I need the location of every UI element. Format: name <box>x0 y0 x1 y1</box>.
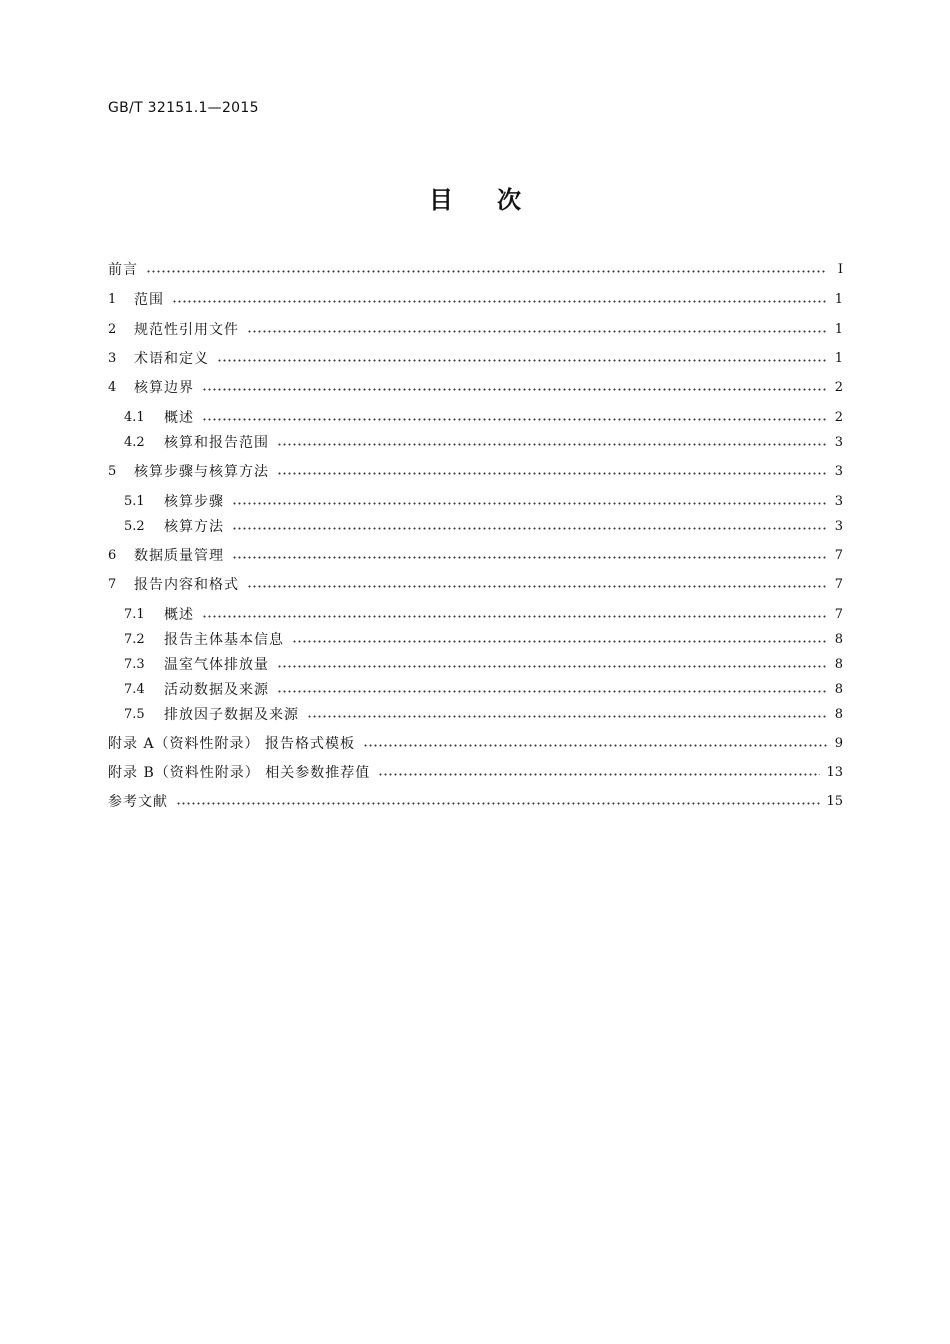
toc-entry-page: Ⅰ <box>837 262 843 277</box>
toc-entry-page: 8 <box>834 657 843 672</box>
toc-entry-label: 报告内容和格式 <box>134 577 239 593</box>
toc-entry[interactable] <box>108 378 843 398</box>
toc-title-char-1: 目 <box>429 186 453 214</box>
toc-entry-label: 报告主体基本信息 <box>164 632 284 648</box>
toc-leader-dots <box>232 527 827 530</box>
toc-entry[interactable] <box>108 546 843 566</box>
toc-entry-number: 7.3 <box>124 657 145 672</box>
toc-title-char-2: 次 <box>497 186 521 214</box>
toc-entry[interactable] <box>108 290 843 310</box>
toc-leader-dots <box>146 270 827 273</box>
toc-entry-label: 核算边界 <box>134 380 194 396</box>
toc-entry-number: 4 <box>108 380 117 395</box>
toc-leader-dots <box>247 330 827 333</box>
toc-leader-dots <box>232 502 827 505</box>
toc-entry[interactable] <box>108 792 843 812</box>
toc-leader-dots <box>202 615 827 618</box>
toc-entry-label: 附录 B（资料性附录） 相关参数推荐值 <box>108 765 371 781</box>
toc-entry-number: 5.2 <box>124 519 145 534</box>
toc-entry[interactable] <box>108 655 843 675</box>
toc-entry-page: 2 <box>834 410 843 425</box>
toc-leader-dots <box>202 418 827 421</box>
toc-entry-page: 3 <box>834 435 843 450</box>
toc-entry-number: 2 <box>108 322 117 337</box>
toc-entry-number: 7.1 <box>124 607 145 622</box>
toc-entry-label: 规范性引用文件 <box>134 322 239 338</box>
toc-entry[interactable] <box>108 260 843 280</box>
toc-entry[interactable] <box>108 408 843 428</box>
toc-entry-page: 3 <box>834 519 843 534</box>
toc-entry-page: 8 <box>834 632 843 647</box>
toc-entry-number: 1 <box>108 292 117 307</box>
toc-entry-page: 7 <box>834 607 843 622</box>
toc-entry-page: 7 <box>834 548 843 563</box>
toc-leader-dots <box>277 690 827 693</box>
toc-entry-page: 9 <box>834 736 843 751</box>
toc-entry-number: 4.1 <box>124 410 145 425</box>
toc-leader-dots <box>176 802 820 805</box>
toc-entry-label: 核算和报告范围 <box>164 435 269 451</box>
toc-entry-page: 1 <box>834 292 843 307</box>
toc-entry[interactable] <box>108 705 843 725</box>
toc-entry-label: 参考文献 <box>108 794 168 810</box>
toc-entry-label: 排放因子数据及来源 <box>164 707 299 723</box>
toc-entry-label: 范围 <box>134 292 164 308</box>
toc-entry[interactable] <box>108 320 843 340</box>
toc-entry[interactable] <box>108 575 843 595</box>
toc-entry-label: 核算方法 <box>164 519 224 535</box>
standard-number: GB/T 32151.1—2015 <box>108 100 259 116</box>
toc-entry-number: 7.4 <box>124 682 145 697</box>
toc-entry[interactable] <box>108 680 843 700</box>
toc-entry-label: 附录 A（资料性附录） 报告格式模板 <box>108 736 356 752</box>
toc-entry-page: 8 <box>834 707 843 722</box>
toc-leader-dots <box>277 472 827 475</box>
toc-leader-dots <box>292 640 827 643</box>
toc-leader-dots <box>247 585 827 588</box>
toc-leader-dots <box>202 388 827 391</box>
toc-entry-number: 7.2 <box>124 632 145 647</box>
toc-entry-number: 6 <box>108 548 117 563</box>
toc-entry-page: 2 <box>834 380 843 395</box>
toc-entry[interactable] <box>108 433 843 453</box>
toc-entry[interactable] <box>108 492 843 512</box>
toc-entry-page: 7 <box>834 577 843 592</box>
toc-title <box>0 180 950 215</box>
toc-entry-label: 概述 <box>164 607 194 623</box>
toc-entry-number: 3 <box>108 351 117 366</box>
toc-entry[interactable] <box>108 763 843 783</box>
toc-entry-page: 15 <box>826 794 843 809</box>
toc-leader-dots <box>232 556 827 559</box>
toc-entry-label: 活动数据及来源 <box>164 682 269 698</box>
toc-entry-page: 3 <box>834 494 843 509</box>
toc-entry[interactable] <box>108 349 843 369</box>
toc-entry-number: 4.2 <box>124 435 145 450</box>
toc-entry-number: 7 <box>108 577 117 592</box>
toc-entry-label: 概述 <box>164 410 194 426</box>
toc-entry[interactable] <box>108 462 843 482</box>
toc-entry-label: 核算步骤与核算方法 <box>134 464 269 480</box>
toc-entry[interactable] <box>108 734 843 754</box>
toc-leader-dots <box>277 443 827 446</box>
toc-entry[interactable] <box>108 605 843 625</box>
toc-entry-label: 温室气体排放量 <box>164 657 269 673</box>
toc-entry-label: 术语和定义 <box>134 351 209 367</box>
toc-entry-label: 前言 <box>108 262 138 278</box>
toc-leader-dots <box>277 665 827 668</box>
toc-leader-dots <box>363 744 827 747</box>
toc-entry-number: 5 <box>108 464 117 479</box>
toc-leader-dots <box>378 773 820 776</box>
toc-leader-dots <box>307 715 827 718</box>
toc-entry[interactable] <box>108 517 843 537</box>
toc-entry-label: 数据质量管理 <box>134 548 224 564</box>
toc-entry-page: 1 <box>834 322 843 337</box>
toc-entry-number: 7.5 <box>124 707 145 722</box>
toc-leader-dots <box>217 359 827 362</box>
toc-entry-label: 核算步骤 <box>164 494 224 510</box>
toc-entry[interactable] <box>108 630 843 650</box>
toc-entry-page: 13 <box>826 765 843 780</box>
toc-entry-number: 5.1 <box>124 494 145 509</box>
toc-leader-dots <box>172 300 827 303</box>
toc-entry-page: 3 <box>834 464 843 479</box>
toc-entry-page: 8 <box>834 682 843 697</box>
toc-entry-page: 1 <box>834 351 843 366</box>
